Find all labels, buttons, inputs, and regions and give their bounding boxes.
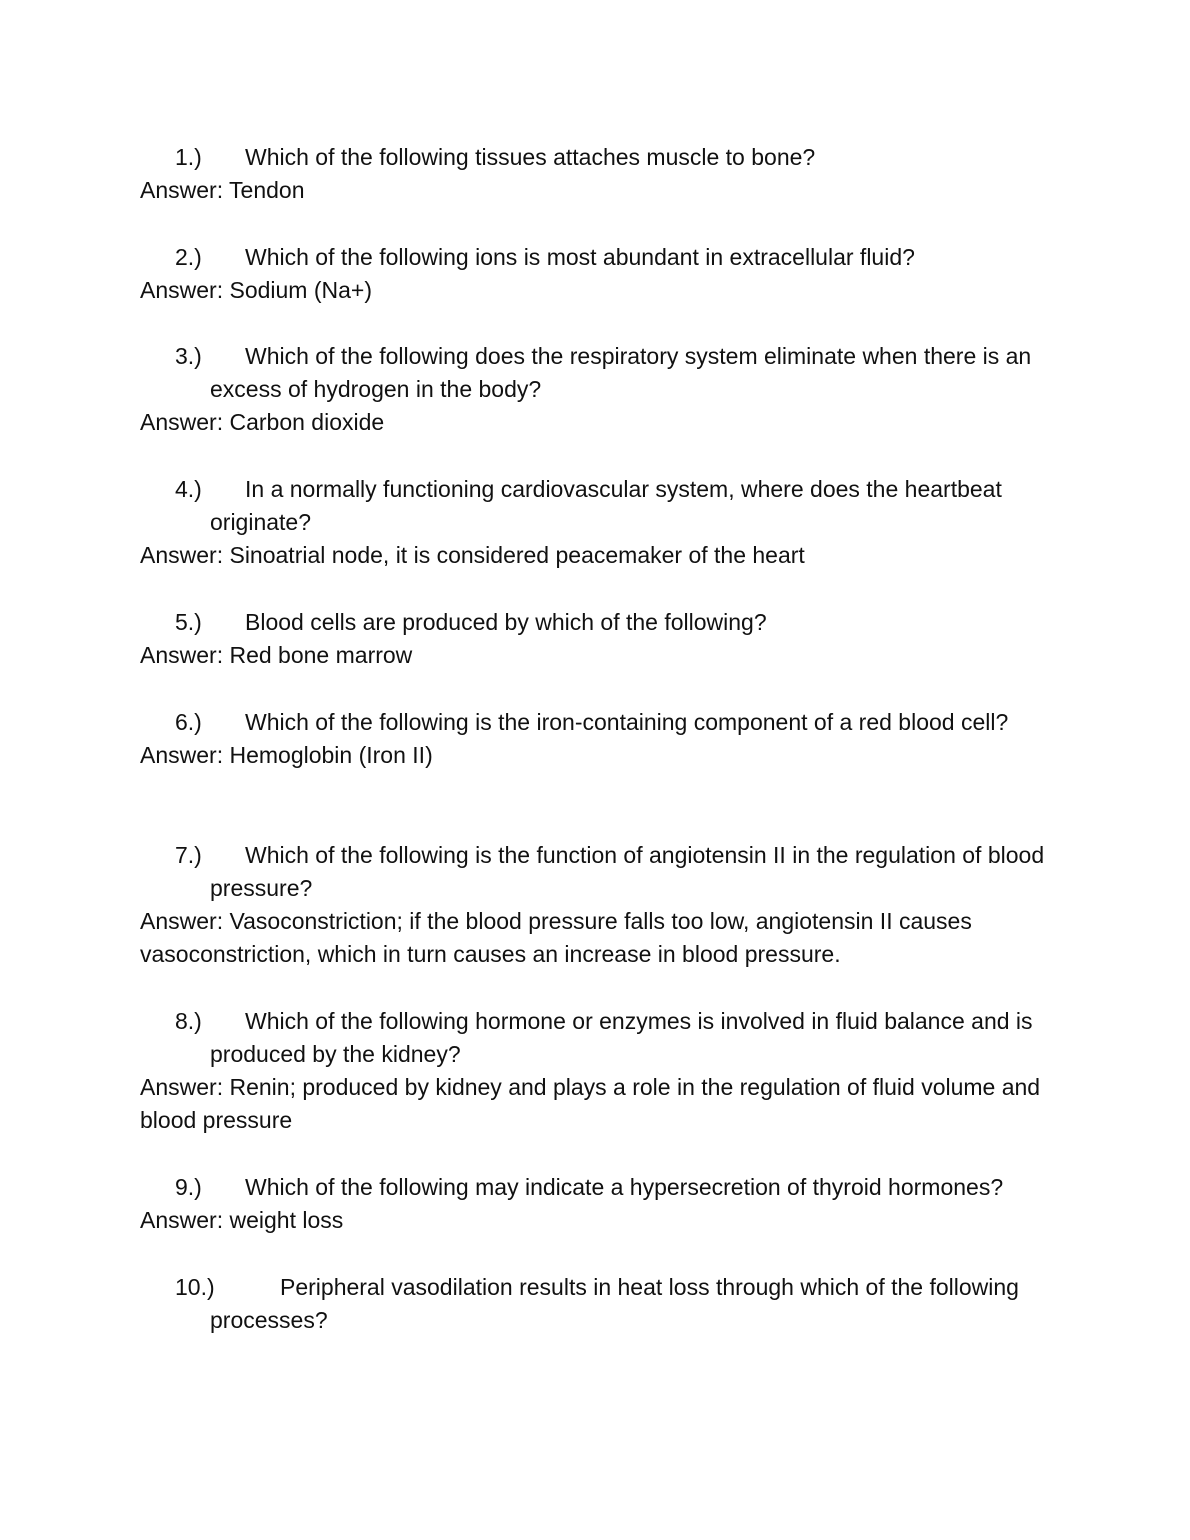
qa-item-8 (140, 1005, 1060, 1137)
answer-text: Answer: Red bone marrow (140, 642, 413, 668)
question-number: 1.) (175, 144, 202, 170)
question (140, 839, 1060, 905)
question (140, 1171, 1060, 1204)
question (140, 606, 1060, 639)
answer-text: Answer: Tendon (140, 177, 305, 203)
qa-item-6 (140, 706, 1060, 772)
answer-text: Answer: Renin; produced by kidney and plays a role in the regulation of fluid volume and blood pressure (140, 1074, 1041, 1133)
question-number: 3.) (175, 343, 202, 369)
question-text: Which of the following tissues attaches muscle to bone? (245, 144, 816, 170)
qa-item-4 (140, 473, 1060, 572)
question-number: 6.) (175, 709, 202, 735)
question-number: 2.) (175, 244, 202, 270)
answer-text: Answer: Sodium (Na+) (140, 277, 372, 303)
qa-item-3 (140, 340, 1060, 439)
qa-item-1 (140, 141, 1060, 207)
question (140, 706, 1060, 739)
question-text: Which of the following ions is most abundant in extracellular fluid? (245, 244, 915, 270)
qa-item-5 (140, 606, 1060, 672)
qa-item-7 (140, 839, 1060, 971)
answer-text: Answer: weight loss (140, 1207, 344, 1233)
question (140, 141, 1060, 174)
question (140, 1005, 1060, 1071)
question (140, 1271, 1060, 1337)
question-text: Which of the following may indicate a hypersecretion of thyroid hormones? (245, 1174, 1004, 1200)
qa-item-9 (140, 1171, 1060, 1237)
answer-text: Answer: Vasoconstriction; if the blood pressure falls too low, angiotensin II causes vasoconstriction, which in turn causes an increase in blood pressure. (140, 908, 972, 967)
qa-item-10 (140, 1271, 1060, 1337)
question-number: 4.) (175, 476, 202, 502)
answer-text: Answer: Hemoglobin (Iron II) (140, 742, 433, 768)
answer-text: Answer: Carbon dioxide (140, 409, 385, 435)
question-number: 9.) (175, 1174, 202, 1200)
question (140, 473, 1060, 539)
question-text: In a normally functioning cardiovascular system, where does the heartbeat originate? (210, 476, 1002, 535)
question-text: Blood cells are produced by which of the following? (245, 609, 767, 635)
question-number: 8.) (175, 1008, 202, 1034)
question-text: Which of the following is the function of angiotensin II in the regulation of blood pressure? (210, 842, 1045, 901)
qa-item-2 (140, 241, 1060, 307)
question-text: Peripheral vasodilation results in heat loss through which of the following processes? (210, 1274, 1019, 1333)
question (140, 340, 1060, 406)
question (140, 241, 1060, 274)
question-text: Which of the following does the respiratory system eliminate when there is an excess of hydrogen in the body? (210, 343, 1032, 402)
question-number: 10.) (175, 1274, 215, 1300)
answer-text: Answer: Sinoatrial node, it is considered peacemaker of the heart (140, 542, 805, 568)
question-number: 5.) (175, 609, 202, 635)
question-text: Which of the following is the iron-containing component of a red blood cell? (245, 709, 1009, 735)
question-number: 7.) (175, 842, 202, 868)
question-text: Which of the following hormone or enzymes is involved in fluid balance and is produced by the kidney? (210, 1008, 1033, 1067)
